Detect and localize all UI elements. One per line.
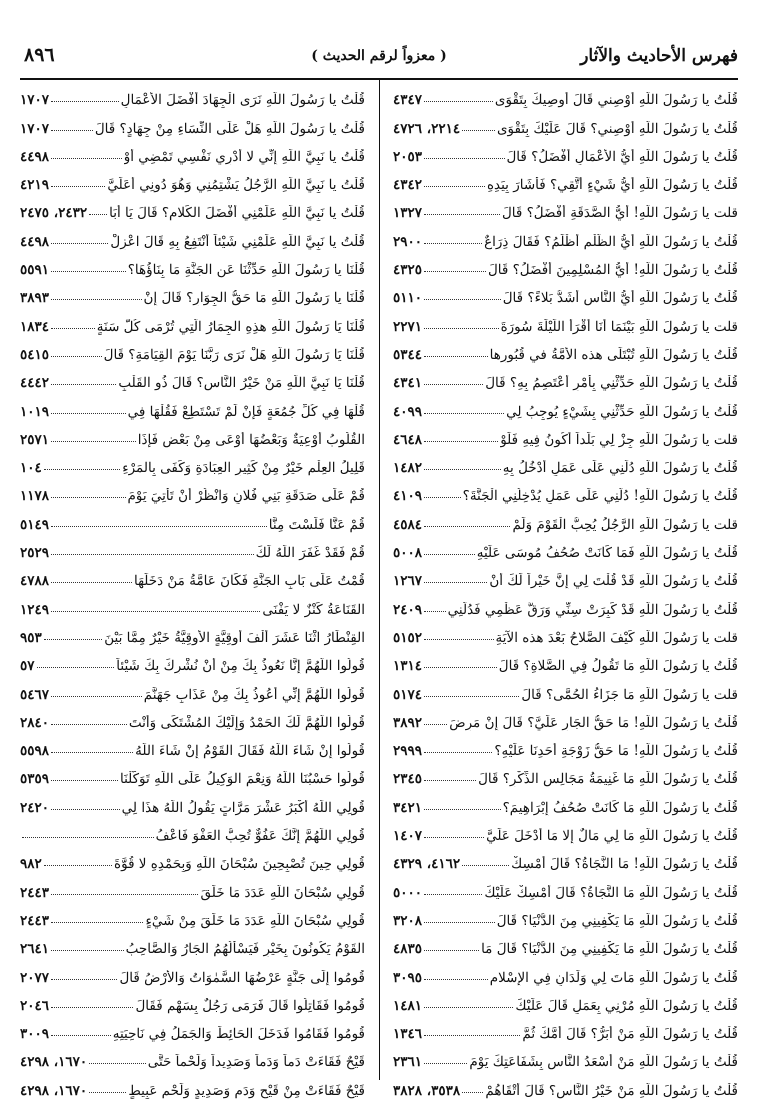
- hadith-number: ٥١٤٩: [20, 516, 50, 533]
- index-entry: [20, 731, 365, 759]
- index-entry: [393, 1042, 738, 1070]
- entry-text: قُلْتُ يا رَسُولَ اللَّهِ مَا يَكْفِينِي مِنَ الدُّنْيَا؟ قَالَ مَا: [481, 941, 738, 958]
- page-number: ٨٩٦: [24, 44, 55, 66]
- index-entry: [20, 80, 365, 108]
- hadith-number: ٢٥٧١: [20, 431, 50, 448]
- entry-text: قُولُوا اللَّهُمَّ إِنِّي أَعُوذُ بِكَ مِنْ عَذَابِ جَهَنَّمَ: [143, 686, 365, 703]
- entry-text: قُلْتُ يا رَسُولَ اللَّهِ مَنْ أَسْعَدُ النَّاسِ بِشَفَاعَتِكَ يَوْمَ: [469, 1054, 738, 1071]
- hadith-number: ١٨٣٤: [20, 318, 50, 335]
- entry-text: قلت يا رَسُولَ اللَّهِ! أَيُّ الصَّدَقَةِ أَفْضَلُ؟ قَالَ: [501, 205, 738, 222]
- index-entry: [393, 957, 738, 985]
- index-entry: [393, 533, 738, 561]
- index-entry: [393, 731, 738, 759]
- leader-dots: [89, 1092, 126, 1093]
- hadith-number: ٤٤٩٨: [20, 148, 50, 165]
- hadith-number: ١٤٨١: [393, 997, 423, 1014]
- leader-dots: [424, 809, 501, 810]
- leader-dots: [51, 497, 126, 498]
- hadith-number: ١٠٤: [20, 460, 42, 477]
- leader-dots: [424, 724, 447, 725]
- index-entry: [393, 872, 738, 900]
- leader-dots: [51, 1035, 111, 1036]
- entry-text: قلت يا رَسُولَ اللَّهِ الرَّجُلُ يُحِبُّ الْقَوْمَ وَلَمْ: [512, 516, 738, 533]
- leader-dots: [424, 950, 479, 951]
- leader-dots: [51, 611, 260, 612]
- leader-dots: [51, 384, 116, 385]
- index-entry: [20, 335, 365, 363]
- hadith-number: ١٣٢٧: [393, 205, 423, 222]
- leader-dots: [424, 639, 494, 640]
- entry-text: القِنْطَارُ اثْنَا عَشَرَ أَلْفَ أُوقِيَّةٍ الأُوقِيَّةُ خَيْرٌ مِمَّا بَيْنَ: [104, 629, 365, 646]
- index-page: [20, 40, 738, 1099]
- leader-dots: [51, 554, 254, 555]
- entry-text: قُلْتُ يا رَسُولَ اللَّهِ مُرْنِي بِعَمَلٍ قَالَ عَلَيْكَ: [515, 997, 738, 1014]
- index-entry: [20, 137, 365, 165]
- leader-dots: [424, 214, 500, 215]
- hadith-number: ٤٣٤١: [393, 375, 423, 392]
- hadith-number: ٢٠٥٣: [393, 148, 423, 165]
- leader-dots: [44, 469, 120, 470]
- entry-text: قُلْتُ يا رَسُولَ اللَّهِ أَيُّ الظُّلْمِ أَظْلَمُ؟ فَقَالَ ذِرَاعٌ: [484, 233, 738, 250]
- hadith-number: ٢٤٣٢، ٢٤٧٥: [20, 205, 88, 222]
- leader-dots: [462, 865, 509, 866]
- hadith-number: ٤٣٤٧: [393, 92, 423, 109]
- index-entry: [20, 844, 365, 872]
- hadith-number: ٤٤٤٢: [20, 375, 50, 392]
- entry-text: قُلْتُ يا رَسُولَ اللَّهِ! مَا حَقُّ الجَارِ عَلَيَّ؟ قَالَ إِنْ مَرِضَ: [449, 714, 738, 731]
- index-entry: [393, 1070, 738, 1098]
- hadith-number: ١٣١٤: [393, 658, 423, 675]
- entry-text: قُلْتُ يا رَسُولَ اللَّهِ! مَا النَّجَاةُ؟ قَالَ أَمْسِكْ: [511, 856, 738, 873]
- entry-text: قُلْتُ يا رَسُولَ اللَّهِ تُبْتَلَى هذه الأمَّةُ في قُبُورِها: [489, 346, 738, 363]
- leader-dots: [51, 724, 127, 725]
- index-entry: [393, 901, 738, 929]
- index-entry: [20, 787, 365, 815]
- entry-text: القَنَاعَةُ كَنْزٌ لا يَفْنَى: [262, 601, 365, 618]
- index-entry: [20, 1042, 365, 1070]
- hadith-number: ٥٤١٥: [20, 346, 50, 363]
- hadith-number: ١٦٧٠، ٤٢٩٨: [20, 1082, 88, 1099]
- hadith-number: ١٠١٩: [20, 403, 50, 420]
- entry-text: قُمْ عَنَّا فَلَسْتَ مِنَّا: [268, 516, 365, 533]
- entry-text: قُلْنَا يا رَسُولَ اللَّهِ حَدِّثْنَا عَنِ الجَنَّةِ مَا بِنَاؤُهَا؟: [127, 262, 365, 279]
- index-entry: [20, 957, 365, 985]
- entry-text: قُومُوا فَقَاتِلُوا قَالَ فَرَمَى رَجُلٌ بِسَهْمٍ فَقَالَ: [135, 997, 365, 1014]
- leader-dots: [424, 582, 487, 583]
- page-subtitle: ( معزواً لرقم الحديث ): [311, 48, 447, 64]
- entry-text: قُومُوا فَقَامُوا فَدَخَلَ الحَائِطَ وَالجَمَلُ فِي نَاحِيَتِهِ: [112, 1026, 365, 1043]
- hadith-number: ٢٤٤٣: [20, 884, 50, 901]
- entry-text: قَيْحٌ فَقَاءَتْ مِنْ قَيْحٍ وَدَمٍ وَصَدِيدٍ وَلَحْمٍ عَبِيطٍ: [128, 1082, 365, 1099]
- leader-dots: [424, 384, 483, 385]
- index-entry: [20, 759, 365, 787]
- hadith-number: ٤٢١٩: [20, 177, 50, 194]
- entry-text: قُلْتُ يا رَسُولَ اللَّهِ مَا تَقُولُ فِي الصَّلاةِ؟ قَالَ: [498, 658, 738, 675]
- entry-text: قُلْنَا يَا رَسُولَ اللَّهِ هذِهِ الجِمَارُ الَّتِي تُرْمَى كُلَّ سَنَةٍ: [96, 318, 365, 335]
- entry-text: قُلْتُ يا رَسُولَ اللَّهِ أَيُّ الأَعْمَالِ أَفْضَلُ؟ قَالَ: [506, 148, 738, 165]
- index-entry: [393, 278, 738, 306]
- right-column: [393, 80, 738, 1099]
- entry-text: القَوْمُ يَكُونُونَ بِخَيْرٍ فَيَسْأَلُهُمُ الجَارُ وَالصَّاحِبُ: [125, 941, 365, 958]
- entry-text: قُلْتُ يا نَبِيَّ اللَّهِ إِنِّي لا أَدْرِي نَفْسِي تَمْضِي أَوْ: [123, 148, 365, 165]
- hadith-number: ٣٨٩٢: [393, 714, 423, 731]
- entry-text: قُلْتُ يا رَسُولَ اللَّهِ مَنْ خَيْرُ النَّاسِ؟ قَالَ أَتْقَاهُمْ: [485, 1082, 738, 1099]
- hadith-number: ٤٤٩٨: [20, 233, 50, 250]
- hadith-number: ١٤٠٧: [393, 828, 423, 845]
- leader-dots: [424, 1035, 520, 1036]
- leader-dots: [424, 979, 488, 980]
- index-entry: [20, 533, 365, 561]
- index-entry: [393, 476, 738, 504]
- entry-text: قُلْتُ يا رَسُولَ اللَّهِ دُلَّنِي عَلَى عَمَلٍ أَدْخُلُ بِهِ: [502, 460, 738, 477]
- entry-text: قُولُوا اللَّهُمَّ لَكَ الحَمْدُ وَإِلَيْكَ المُشْتَكَى وَأَنْتَ: [128, 714, 365, 731]
- leader-dots: [462, 1092, 483, 1093]
- leader-dots: [51, 441, 136, 442]
- index-entry: [20, 986, 365, 1014]
- hadith-number: ٩٥٣: [20, 629, 42, 646]
- entry-text: قُلْتُ يا رَسُولَ اللَّهِ أَوْصِني قَالَ أُوصِيكَ بِتَقْوَى: [494, 92, 738, 109]
- entry-text: قُلْتُ يا رَسُولَ اللَّهِ نَرَى الْجِهَادَ أَفْضَلَ الأَعْمَالِ: [120, 92, 365, 109]
- index-entry: [20, 929, 365, 957]
- entry-text: قُلْتُ يا رَسُولَ اللَّهِ أَيُّ شَيْءٍ أَتَّقِي؟ فَأَشَارَ بِيَدِهِ: [486, 177, 738, 194]
- hadith-number: ٢٠٧٧: [20, 969, 50, 986]
- hadith-number: ٢٦٤١: [20, 941, 50, 958]
- index-entry: [393, 1014, 738, 1042]
- hadith-number: ١٦٧٠، ٤٢٩٨: [20, 1054, 88, 1071]
- index-entry: [20, 363, 365, 391]
- hadith-number: ٤٨٣٥: [393, 941, 423, 958]
- hadith-number: ٢٩٩٩: [393, 743, 423, 760]
- leader-dots: [424, 780, 476, 781]
- leader-dots: [44, 639, 102, 640]
- entry-text: قلت يا رَسُولَ اللَّهِ كَيْفَ الصَّلاحُ بَعْدَ هذه الآيَةِ: [495, 629, 738, 646]
- index-entry: [20, 618, 365, 646]
- hadith-number: ٢٢١٤، ٤٧٢٦: [393, 120, 461, 137]
- leader-dots: [44, 865, 112, 866]
- leader-dots: [424, 441, 498, 442]
- index-entry: [20, 306, 365, 334]
- index-entry: [20, 674, 365, 702]
- index-entry: [20, 278, 365, 306]
- hadith-number: ٥٧: [20, 658, 35, 675]
- leader-dots: [424, 696, 519, 697]
- hadith-number: ٤١٠٩: [393, 488, 423, 505]
- index-entry: [20, 816, 365, 844]
- entry-text: قُلْتُ يا رَسُولَ اللَّهِ قَدْ كَبِرَتْ سِنِّي وَرَقَّ عَظْمِي فَدُلَّنِي: [447, 601, 738, 618]
- hadith-number: ٣٥٣٨، ٣٨٢٨: [393, 1082, 461, 1099]
- leader-dots: [51, 780, 118, 781]
- hadith-number: ١٢٤٩: [20, 601, 50, 618]
- entry-text: قُلْتُ يا رَسُولَ اللَّهِ مَاتَ لِي وَلَدَانِ فِي الإِسْلامِ: [489, 969, 738, 986]
- leader-dots: [424, 667, 497, 668]
- index-entry: [393, 391, 738, 419]
- index-entry: [393, 674, 738, 702]
- hadith-number: ٢٠٤٦: [20, 997, 50, 1014]
- hadith-number: ١٧٠٧: [20, 120, 50, 137]
- hadith-number: ٢٤٠٩: [393, 601, 423, 618]
- entry-text: قُولِي سُبْحَانَ اللَّهِ عَدَدَ مَا خَلَقَ: [200, 884, 365, 901]
- entry-text: قُمْ عَلَى صَدَقَةِ بَنِي فُلانٍ وَانْظُرْ أَنْ تَأْتِيَ يَوْمَ: [127, 488, 365, 505]
- index-entry: [393, 759, 738, 787]
- entry-text: قُلْتُ يا رَسُولَ اللَّهِ مَا النَّجَاةُ؟ قَالَ أَمْسِكْ عَلَيْكَ: [484, 884, 738, 901]
- entry-text: قُلْتُ يا رَسُولَ اللَّهِ! أَيُّ المُسْلِمِينَ أَفْضَلُ؟ قَالَ: [487, 262, 738, 279]
- entry-text: قُلْنَا يَا نَبِيَّ اللَّهِ مَنْ خَيْرُ النَّاسِ؟ قَالَ ذُو القَلْبِ: [118, 375, 365, 392]
- entry-text: قُلْتُ يا نَبِيَّ اللَّهِ عَلِّمْنِي شَيْئاً أَنْتَفِعُ بِهِ قَالَ اعْزِلْ: [110, 233, 365, 250]
- entry-text: قُلْتُ يا رَسُولَ اللَّهِ حَدِّثْنِي بِأَمْرٍ أَعْتَصِمُ بِهِ؟ قَالَ: [485, 375, 738, 392]
- index-entry: [20, 703, 365, 731]
- hadith-number: ٢٤٤٣: [20, 912, 50, 929]
- left-column: [20, 80, 365, 1099]
- index-entry: [393, 561, 738, 589]
- leader-dots: [424, 894, 482, 895]
- index-entry: [20, 589, 365, 617]
- column-divider: [379, 80, 380, 1080]
- entry-text: قلت يا رَسُولَ اللَّهِ جِزْ لِي بَلَداً أَكُونُ فِيهِ فَلَوْ: [500, 431, 738, 448]
- leader-dots: [51, 752, 133, 753]
- entry-text: قُلْنَا يَا رَسُولَ اللَّهِ هَلْ نَرَى رَبَّنَا يَوْمَ القِيَامَةِ؟ قَالَ: [103, 346, 365, 363]
- index-entry: [20, 1014, 365, 1042]
- index-entry: [20, 1070, 365, 1098]
- leader-dots: [51, 979, 117, 980]
- hadith-number: ٤١٦٢، ٤٣٢٩: [393, 856, 461, 873]
- page-header: [20, 40, 738, 80]
- leader-dots: [51, 101, 119, 102]
- leader-dots: [424, 1007, 513, 1008]
- leader-dots: [424, 611, 446, 612]
- leader-dots: [424, 271, 486, 272]
- index-entry: [393, 787, 738, 815]
- index-entry: [393, 844, 738, 872]
- leader-dots: [424, 356, 488, 357]
- leader-dots: [37, 667, 115, 668]
- index-entry: [393, 80, 738, 108]
- leader-dots: [424, 158, 504, 159]
- index-entry: [393, 137, 738, 165]
- entry-text: قلت يا رَسُولَ اللَّهِ بَيْنَمَا أَنَا أَقْرَأُ اللَّيْلَةَ سُورَةَ: [500, 318, 738, 335]
- index-entry: [20, 391, 365, 419]
- hadith-number: ٢٢٧١: [393, 318, 423, 335]
- index-entry: [20, 646, 365, 674]
- hadith-number: ٣٨٩٣: [20, 290, 50, 307]
- hadith-number: ٢٥٢٩: [20, 545, 50, 562]
- entry-text: قَلِيلُ العِلْمِ خَيْرٌ مِنْ كَثِيرِ العِبَادَةِ وَكَفَى بِالمَرْءِ: [122, 460, 365, 477]
- entry-text: قُلْهَا فِي كُلِّ جُمُعَةٍ فَإِنْ لَمْ تَسْتَطِعْ فَقُلْهَا فِي: [127, 403, 365, 420]
- hadith-number: ٢٣٦١: [393, 1054, 423, 1071]
- hadith-number: ٩٨٢: [20, 856, 42, 873]
- index-entry: [393, 363, 738, 391]
- index-entry: [393, 448, 738, 476]
- hadith-number: ٢٤٢٠: [20, 799, 50, 816]
- index-entry: [393, 306, 738, 334]
- hadith-number: ٥١٧٤: [393, 686, 423, 703]
- hadith-number: ٣٢٠٨: [393, 912, 423, 929]
- index-entry: [393, 986, 738, 1014]
- leader-dots: [51, 413, 126, 414]
- hadith-number: ١٤٨٢: [393, 460, 423, 477]
- hadith-number: ٤٧٨٨: [20, 573, 50, 590]
- entry-text: قُولُوا حَسْبُنَا اللَّهُ وَنِعْمَ الوَكِيلُ عَلَى اللَّهِ تَوَكَّلْنَا: [119, 771, 365, 788]
- hadith-number: ٤٣٢٥: [393, 262, 423, 279]
- index-entry: [393, 165, 738, 193]
- hadith-number: ٢٣٤٥: [393, 771, 423, 788]
- hadith-number: ٤٦٤٨: [393, 431, 423, 448]
- index-entry: [20, 165, 365, 193]
- index-entry: [393, 646, 738, 674]
- entry-text: قُلْتُ يا رَسُولَ اللَّهِ! دُلَّنِي عَلَى عَمَلٍ يُدْخِلُنِي الْجَنَّةَ؟: [462, 488, 738, 505]
- index-entry: [393, 618, 738, 646]
- entry-text: قُولِي سُبْحَانَ اللَّهِ عَدَدَ مَا خَلَقَ مِنْ شَيْءٍ: [145, 912, 365, 929]
- index-entry: [393, 816, 738, 844]
- leader-dots: [462, 130, 495, 131]
- hadith-number: ٥٥٩٨: [20, 743, 50, 760]
- entry-text: قُلْتُ يا رَسُولَ اللَّهِ حَدِّثْنِي بِشَيْءٍ يُوجِبُ لِي: [506, 403, 738, 420]
- index-entry: [20, 250, 365, 278]
- entry-text: قُومُوا إِلَى جَنَّةٍ عَرْضُهَا السَّمٰوَاتُ وَالأَرْضُ قَالَ: [119, 969, 365, 986]
- index-entry: [393, 703, 738, 731]
- entry-text: قُمْ فَقَدْ غَفَرَ اللَّهُ لَكَ: [255, 545, 365, 562]
- leader-dots: [51, 1007, 133, 1008]
- entry-text: قُلْتُ يا رَسُولَ اللَّهِ قَدْ قُلْتَ لِي إِنَّ خَيْراً لَكَ أَنْ: [489, 573, 738, 590]
- leader-dots: [424, 101, 493, 102]
- index-entry: [20, 448, 365, 476]
- entry-text: قُلْتُ يا نَبِيَّ اللَّهِ الرَّجُلُ يَشْتِمُنِي وَهُوَ دُونِي أَعَلَيَّ: [107, 177, 365, 194]
- entry-text: قُولِي حِينَ تُصْبِحِينَ سُبْحَانَ اللَّهِ وَبِحَمْدِهِ لا قُوَّةَ: [114, 856, 365, 873]
- leader-dots: [51, 894, 198, 895]
- index-entry: [20, 504, 365, 532]
- hadith-number: ٥٠٠٠: [393, 884, 423, 901]
- entry-text: قُلْتُ يا رَسُولَ اللَّهِ مَا غَنِيمَةُ مَجَالِسِ الذِّكْرِ؟ قَالَ: [478, 771, 738, 788]
- leader-dots: [51, 328, 95, 329]
- leader-dots: [51, 186, 105, 187]
- leader-dots: [51, 696, 142, 697]
- hadith-number: ٣٠٩٥: [393, 969, 423, 986]
- leader-dots: [424, 299, 501, 300]
- leader-dots: [51, 582, 132, 583]
- entry-text: قلت يا رَسُولَ اللَّهِ مَا جَزَاءُ الحُمَّى؟ قَالَ: [521, 686, 738, 703]
- hadith-number: ٥٣٥٩: [20, 771, 50, 788]
- leader-dots: [22, 837, 154, 838]
- leader-dots: [51, 950, 124, 951]
- hadith-number: ٤٠٩٩: [393, 403, 423, 420]
- entry-text: قُلْتُ يا رَسُولَ اللَّهِ فَمَا كَانَتْ صُحُفُ مُوسَى عَلَيْهِ: [476, 545, 738, 562]
- leader-dots: [424, 922, 495, 923]
- leader-dots: [424, 186, 485, 187]
- entry-text: قُمْتُ عَلَى بَابِ الجَنَّةِ فَكَانَ عَامَّةُ مَنْ دَخَلَهَا: [133, 573, 365, 590]
- hadith-number: ٣٤٢١: [393, 799, 423, 816]
- index-entry: [20, 872, 365, 900]
- index-entry: [393, 193, 738, 221]
- entry-text: قُلْتُ يا رَسُولَ اللَّهِ مَا لِي مَالٌ إِلا مَا أَدْخَلَ عَلَيَّ: [486, 828, 738, 845]
- leader-dots: [424, 1063, 467, 1064]
- hadith-number: ٥٣٤٤: [393, 346, 423, 363]
- entry-text: قُلْتُ يا رَسُولَ اللَّهِ مَا يَكْفِينِي مِنَ الدُّنْيَا؟ قَالَ: [496, 912, 738, 929]
- hadith-number: ٥٠٠٨: [393, 545, 423, 562]
- leader-dots: [51, 922, 143, 923]
- hadith-number: ٣٠٠٩: [20, 1026, 50, 1043]
- entry-text: قَيْحٌ فَقَاءَتْ دَماً وَدَماً وَصَدِيداً وَلَحْماً حَتَّى: [147, 1054, 365, 1071]
- entry-text: قُلْتُ يا رَسُولَ اللَّهِ أَوْصِني؟ قَالَ عَلَيْكَ بِتَقْوَى: [496, 120, 738, 137]
- leader-dots: [424, 554, 475, 555]
- hadith-number: ٥٤٦٧: [20, 686, 50, 703]
- leader-dots: [89, 1063, 146, 1064]
- leader-dots: [51, 526, 267, 527]
- hadith-number: ١١٧٨: [20, 488, 50, 505]
- leader-dots: [424, 328, 499, 329]
- index-entry: [20, 193, 365, 221]
- hadith-number: ٥١١٠: [393, 290, 423, 307]
- hadith-number: ١٢٦٧: [393, 573, 423, 590]
- index-entry: [20, 221, 365, 249]
- index-entry: [393, 420, 738, 448]
- hadith-number: ٤٣٤٢: [393, 177, 423, 194]
- leader-dots: [424, 469, 501, 470]
- entry-text: قُلْتُ يا رَسُولَ اللَّهِ! مَا حَقُّ زَوْجَةِ أَحَدِنَا عَلَيْهِ؟: [494, 743, 738, 760]
- leader-dots: [51, 158, 122, 159]
- index-entry: [393, 504, 738, 532]
- leader-dots: [51, 299, 142, 300]
- leader-dots: [424, 837, 484, 838]
- entry-text: قُلْتُ يا رَسُولَ اللَّهِ مَنْ أَبَرُّ؟ قَالَ أُمَّكَ ثُمَّ: [522, 1026, 738, 1043]
- leader-dots: [424, 752, 492, 753]
- entry-text: قُلْتُ يا رَسُولَ اللَّهِ أَيُّ النَّاسِ أَشَدُّ بَلاءً؟ قَالَ: [502, 290, 738, 307]
- index-entry: [393, 589, 738, 617]
- leader-dots: [424, 413, 504, 414]
- leader-dots: [51, 243, 108, 244]
- index-entry: [20, 901, 365, 929]
- entry-text: قُلْتُ يا نَبِيَّ اللَّهِ عَلِّمْنِي أَفْضَلَ الكَلامِ؟ قَالَ يَا أَبَا: [109, 205, 365, 222]
- index-entry: [393, 108, 738, 136]
- leader-dots: [424, 497, 461, 498]
- leader-dots: [51, 356, 102, 357]
- hadith-number: ٢٩٠٠: [393, 233, 423, 250]
- entry-text: قُلْنَا يا رَسُولَ اللَّهِ مَا حَقُّ الجِوَارِ؟ قَالَ إِنْ: [143, 290, 365, 307]
- index-entry: [393, 335, 738, 363]
- entry-text: قُولُوا إِنْ شَاءَ اللَّهُ فَقَالَ القَوْمُ إِنْ شَاءَ اللَّهُ: [135, 743, 365, 760]
- index-entry: [393, 929, 738, 957]
- leader-dots: [51, 271, 126, 272]
- index-entry: [393, 250, 738, 278]
- hadith-number: ٥٥٩١: [20, 262, 50, 279]
- hadith-number: ٢٨٤٠: [20, 714, 50, 731]
- entry-text: قُلْتُ يا رَسُولَ اللَّهِ مَا كَانَتْ صُحُفُ إِبْرَاهِيمَ؟: [502, 799, 738, 816]
- entry-text: قُلْتُ يا رَسُولَ اللَّهِ هَلْ عَلَى النِّسَاءِ مِنْ جِهَادٍ؟ قَالَ: [94, 120, 365, 137]
- hadith-number: ١٣٤٦: [393, 1026, 423, 1043]
- index-entry: [20, 476, 365, 504]
- leader-dots: [51, 809, 120, 810]
- page-title: فهرس الأحاديث والآثار: [580, 46, 738, 66]
- leader-dots: [424, 526, 510, 527]
- entry-text: قُولُوا اللَّهُمَّ إِنَّا نَعُوذُ بِكَ مِنْ أَنْ نُشْرِكَ بِكَ شَيْئاً: [116, 658, 365, 675]
- hadith-number: ٤٥٨٤: [393, 516, 423, 533]
- index-entry: [20, 420, 365, 448]
- hadith-number: ٥١٥٢: [393, 629, 423, 646]
- index-entry: [393, 221, 738, 249]
- entry-text: قُولِي اللَّهُمَّ إِنَّكَ عَفُوٌّ تُحِبُّ العَفْوَ فَاعْفُ: [155, 828, 365, 845]
- leader-dots: [51, 130, 93, 131]
- index-entry: [20, 108, 365, 136]
- leader-dots: [424, 243, 482, 244]
- leader-dots: [89, 214, 107, 215]
- hadith-number: ١٧٠٧: [20, 92, 50, 109]
- index-entry: [20, 561, 365, 589]
- entry-text: القُلُوبُ أَوْعِيَةٌ وَبَعْضُهَا أَوْعَى مِنْ بَعْضٍ فَإِذَا: [137, 431, 365, 448]
- entry-text: قُولِي اللَّهُ أَكْبَرُ عَشْرَ مَرَّاتٍ يَقُولُ اللَّهُ هذَا لِي: [121, 799, 365, 816]
